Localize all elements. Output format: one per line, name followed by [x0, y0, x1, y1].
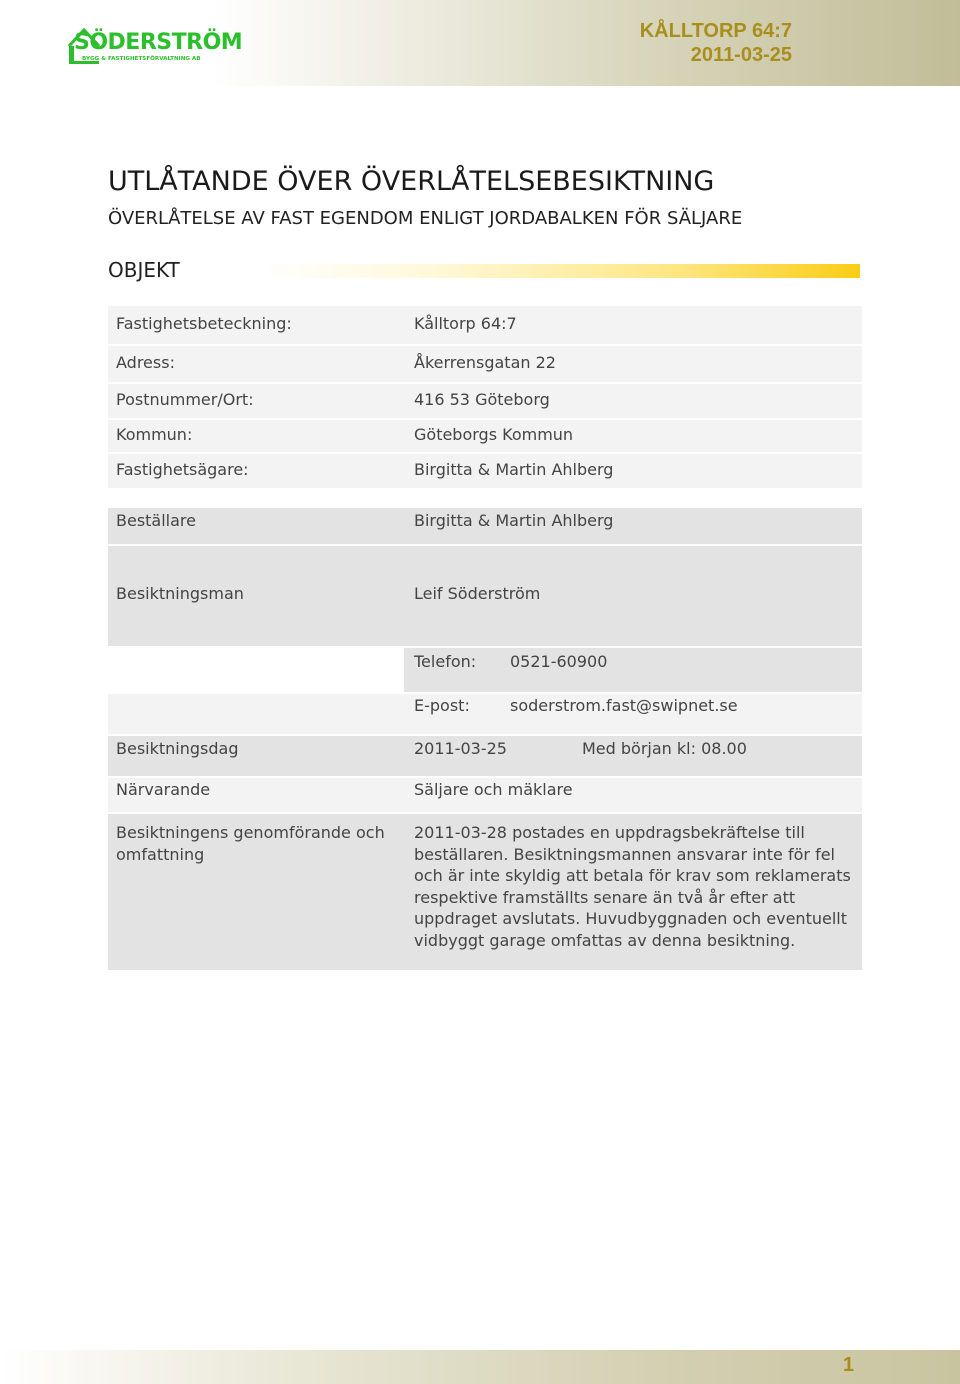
genomforande-label: Besiktningens genomförande och omfattning — [116, 823, 385, 864]
header-property: KÅLLTORP 64:7 — [639, 20, 792, 42]
besiktningsdag-label: Besiktningsdag — [116, 739, 239, 758]
table-row-adress — [108, 346, 862, 382]
adress-value: Åkerrensgatan 22 — [414, 353, 556, 372]
epost-label: E-post: — [414, 696, 470, 715]
empty-cell — [108, 648, 404, 692]
fastighetsbeteckning-label: Fastighetsbeteckning: — [116, 314, 292, 333]
telefon-label: Telefon: — [414, 652, 477, 671]
telefon-value: 0521-60900 — [510, 652, 608, 671]
document-title: UTLÅTANDE ÖVER ÖVERLÅTELSEBESIKTNING — [108, 166, 715, 197]
bestallare-value: Birgitta & Martin Ahlberg — [414, 511, 614, 530]
company-logo — [66, 26, 243, 66]
page-number: 1 — [842, 1354, 854, 1376]
besiktningsman-value: Leif Söderström — [414, 584, 541, 603]
start-time: Med början kl: 08.00 — [582, 739, 747, 758]
table-row-telefon — [108, 648, 862, 692]
table-row-fastighetsagare — [108, 454, 862, 488]
besiktningsdag-value: 2011-03-25 — [414, 739, 507, 758]
kommun-label: Kommun: — [116, 425, 193, 444]
table-row-fastighetsbeteckning — [108, 306, 862, 344]
fastighetsagare-value: Birgitta & Martin Ahlberg — [414, 460, 614, 479]
adress-label: Adress: — [116, 353, 175, 372]
postnummer-value: 416 53 Göteborg — [414, 390, 550, 409]
logo-title: SÖDERSTRÖM — [74, 30, 243, 55]
narvarande-label: Närvarande — [116, 780, 211, 799]
table-row-genomforande — [108, 814, 862, 970]
table-row-bestallare — [108, 508, 862, 544]
fastighetsagare-label: Fastighetsägare: — [116, 460, 249, 479]
postnummer-label: Postnummer/Ort: — [116, 390, 254, 409]
table-row-postnummer — [108, 384, 862, 418]
table-row-narvarande — [108, 778, 862, 812]
page-footer — [0, 1350, 960, 1384]
bestallare-label: Beställare — [116, 511, 196, 530]
genomforande-text: 2011-03-28 postades en uppdragsbekräftelse till beställaren. Besiktningsmannen ansvarar inte för fel och är inte skyldig att betala för krav som reklamerats respektive framställts senare än två år efter att uppdraget avslutats. Huvudbyggnaden och eventuellt vidbyggt garage omfattas av denna besiktning. — [414, 823, 851, 950]
narvarande-value: Säljare och mäklare — [414, 780, 573, 799]
table-row-kommun — [108, 420, 862, 452]
epost-value: soderstrom.fast@swipnet.se — [510, 696, 738, 715]
kommun-value: Göteborgs Kommun — [414, 425, 574, 444]
section-accent-bar — [260, 264, 860, 278]
section-heading: OBJEKT — [108, 258, 180, 282]
table-row-besiktningsman — [108, 546, 862, 646]
table-row-epost — [108, 694, 862, 734]
table-row-besiktningsdag — [108, 736, 862, 776]
fastighetsbeteckning-value: Kålltorp 64:7 — [414, 314, 517, 333]
logo-subtitle: BYGG & FASTIGHETSFÖRVALTNING AB — [82, 56, 201, 62]
document-subtitle: ÖVERLÅTELSE AV FAST EGENDOM ENLIGT JORDABALKEN FÖR SÄLJARE — [108, 208, 743, 229]
header-date: 2011-03-25 — [690, 44, 792, 66]
besiktningsman-label: Besiktningsman — [116, 584, 244, 603]
